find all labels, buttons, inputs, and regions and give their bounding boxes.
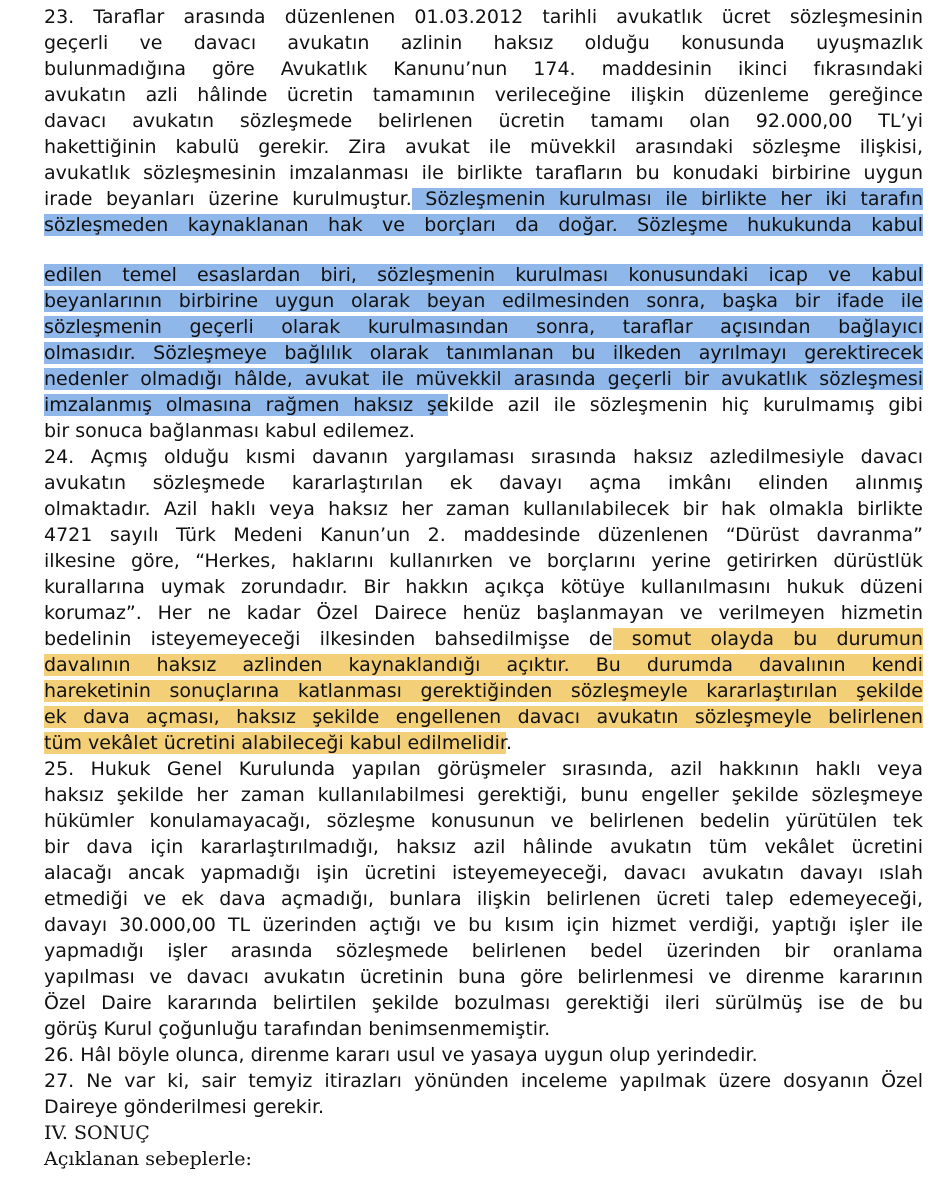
text-line	[44, 56, 923, 82]
text-segment: hakettiğinin kabulü gerekir. Zira avukat ile müvekkil arasındaki sözleşme ilişkisi,	[44, 136, 923, 158]
text-line	[44, 160, 923, 186]
text-line	[44, 912, 923, 938]
text-segment: korumaz”. Her ne kadar Özel Dairece henüz başlanmayan ve verilmeyen hizmetin	[44, 602, 923, 624]
text-line	[44, 860, 923, 886]
text-segment: bedelinin isteyemeyeceği ilkesinden bahsedilmişse de	[44, 628, 613, 650]
text-segment: Özel Daire kararında belirtilen şekilde bozulması gerektiği ileri sürülmüş ise de bu	[44, 992, 923, 1014]
text-line	[44, 652, 923, 678]
text-line	[44, 4, 923, 30]
highlighted-text-blue: sözleşmeden kaynaklanan hak ve borçları da doğar. Sözleşme hukukunda kabul	[44, 214, 923, 236]
text-line	[44, 1094, 923, 1120]
text-line	[44, 704, 923, 730]
highlighted-text-blue: beyanlarının birbirine uygun olarak beyan edilmesinden sonra, başka bir ifade ile	[44, 290, 923, 312]
text-line	[44, 262, 923, 288]
text-segment: görüş Kurul çoğunluğu tarafından benimsenmemiştir.	[44, 1018, 551, 1040]
text-line	[44, 808, 923, 834]
highlighted-text-yellow: ek dava açması, haksız şekilde engellenen davacı avukatın sözleşmeyle belirlenen	[44, 706, 923, 728]
text-segment: 27. Ne var ki, sair temyiz itirazları yönünden inceleme yapılmak üzere dosyanın Özel	[44, 1070, 923, 1092]
text-line	[44, 600, 923, 626]
text-segment: 26. Hâl böyle olunca, direnme kararı usul ve yasaya uygun olup yerindedir.	[44, 1044, 758, 1066]
text-line	[44, 108, 923, 134]
text-line	[44, 496, 923, 522]
text-line	[44, 730, 923, 756]
text-line	[44, 678, 923, 704]
text-line	[44, 1042, 923, 1068]
text-line	[44, 314, 923, 340]
text-segment: 23. Taraflar arasında düzenlenen 01.03.2012 tarihli avukatlık ücret sözleşmesinin	[44, 6, 923, 28]
text-line	[44, 392, 923, 418]
highlighted-text-yellow: hareketinin sonuçlarına katlanması gerektiğinden sözleşmeyle kararlaştırılan şekilde	[44, 680, 923, 702]
text-segment: kurallarına uymak zorundadır. Bir hakkın açıkça kötüye kullanılmasını hukuk düzeni	[44, 576, 923, 598]
text-line	[44, 186, 923, 212]
text-segment: 4721 sayılı Türk Medeni Kanun’un 2. maddesinde düzenlenen “Dürüst davranma”	[44, 524, 923, 546]
text-segment: alacağı ancak yapmadığı işin ücretini isteyemeyeceği, davacı avukatın davayı ıslah	[44, 862, 923, 884]
text-line	[44, 134, 923, 160]
text-line	[44, 886, 923, 912]
text-segment: Açıklanan sebeplerle:	[44, 1148, 252, 1170]
text-segment: haksız şekilde her zaman kullanılabilmesi gerektiği, bunu engeller şekilde sözleşmeye	[44, 784, 923, 806]
highlighted-text-blue: nedenler olmadığı hâlde, avukat ile müvekkil arasında geçerli bir avukatlık sözleşmesi	[44, 368, 923, 390]
text-segment: bulunmadığına göre Avukatlık Kanunu’nun 174. maddesinin ikinci fıkrasındaki	[44, 58, 923, 80]
text-segment: 25. Hukuk Genel Kurulunda yapılan görüşmeler sırasında, azil hakkının haklı veya	[44, 758, 923, 780]
text-segment: geçerli ve davacı avukatın azlinin haksız olduğu konusunda uyuşmazlık	[44, 32, 923, 54]
text-line	[44, 212, 923, 238]
text-segment: bir dava için kararlaştırılmadığı, haksız azil hâlinde avukatın tüm vekâlet ücretini	[44, 836, 923, 858]
text-line	[44, 1146, 923, 1172]
text-line	[44, 938, 923, 964]
text-segment: davayı 30.000,00 TL üzerinden açtığı ve bu kısım için hizmet verdiği, yaptığı işler ile	[44, 914, 923, 936]
text-line	[44, 626, 923, 652]
text-line	[44, 30, 923, 56]
text-segment: Daireye gönderilmesi gerekir.	[44, 1096, 325, 1118]
text-segment: IV. SONUÇ	[44, 1122, 150, 1144]
text-segment: yapmadığı işler arasında sözleşmede belirlenen bedel üzerinden bir oranlama	[44, 940, 923, 962]
text-line	[44, 522, 923, 548]
text-segment: etmediği ve ek dava açmadığı, bunlara ilişkin belirlenen ücreti talep edemeyeceği,	[44, 888, 923, 910]
text-line	[44, 340, 923, 366]
text-line	[44, 288, 923, 314]
text-line	[44, 1068, 923, 1094]
text-line	[44, 548, 923, 574]
text-segment: davacı avukatın sözleşmede belirlenen ücretin tamamı olan 92.000,00 TL’yi	[44, 110, 923, 132]
highlighted-text-blue: Sözleşmenin kurulması ile birlikte her iki tarafın	[411, 188, 923, 210]
text-segment: 24. Açmış olduğu kısmi davanın yargılaması sırasında haksız azledilmesiyle davacı	[44, 446, 923, 468]
text-segment: hükümler konulamayacağı, sözleşme konusunun ve belirlenen bedelin yürütülen tek	[44, 810, 923, 832]
text-line	[44, 1120, 923, 1146]
text-segment: .	[506, 732, 513, 754]
text-segment: yapılması ve davacı avukatın ücretinin buna göre belirlenmesi ve direnme kararının	[44, 966, 923, 988]
text-segment: kilde azil ile sözleşmenin hiç kurulmamış gibi	[448, 394, 923, 416]
highlighted-text-yellow: tüm vekâlet ücretini alabileceği kabul edilmelidir	[44, 732, 506, 754]
text-line	[44, 574, 923, 600]
highlighted-text-blue: imzalanmış olmasına rağmen haksız şe	[44, 394, 449, 416]
text-line	[44, 834, 923, 860]
text-segment: avukatlık sözleşmesinin imzalanması ile birlikte tarafların bu konudaki birbirine uygun	[44, 162, 923, 184]
text-line	[44, 964, 923, 990]
text-line	[44, 990, 923, 1016]
highlighted-text-yellow: somut olayda bu durumun	[612, 628, 924, 650]
text-line	[44, 444, 923, 470]
highlighted-text-blue: edilen temel esaslardan biri, sözleşmenin kurulması konusundaki icap ve kabul	[44, 264, 923, 286]
text-line	[44, 782, 923, 808]
text-segment: ilkesine göre, “Herkes, haklarını kullanırken ve borçlarını yerine getirirken dürüstlük	[44, 550, 923, 572]
text-segment: avukatın sözleşmede kararlaştırılan ek davayı açma imkânı elinden alınmış	[44, 472, 923, 494]
text-segment: irade beyanları üzerine kurulmuştur.	[44, 188, 412, 210]
highlighted-text-yellow: davalının haksız azlinden kaynaklandığı açıktır. Bu durumda davalının kendi	[44, 654, 923, 676]
text-line	[44, 756, 923, 782]
text-segment: avukatın azli hâlinde ücretin tamamının verileceğine ilişkin düzenleme gereğince	[44, 84, 923, 106]
text-line	[44, 366, 923, 392]
text-segment: bir sonuca bağlanması kabul edilemez.	[44, 420, 415, 442]
text-segment: olmaktadır. Azil haklı veya haksız her zaman kullanılabilecek bir hak olmakla birlikte	[44, 498, 923, 520]
text-line	[44, 82, 923, 108]
text-line	[44, 418, 923, 444]
text-line	[44, 1016, 923, 1042]
text-line	[44, 470, 923, 496]
highlighted-text-blue: sözleşmenin geçerli olarak kurulmasından sonra, taraflar açısından bağlayıcı	[44, 316, 923, 338]
highlighted-text-blue: olmasıdır. Sözleşmeye bağlılık olarak tanımlanan bu ilkeden ayrılmayı gerektirecek	[44, 342, 923, 364]
